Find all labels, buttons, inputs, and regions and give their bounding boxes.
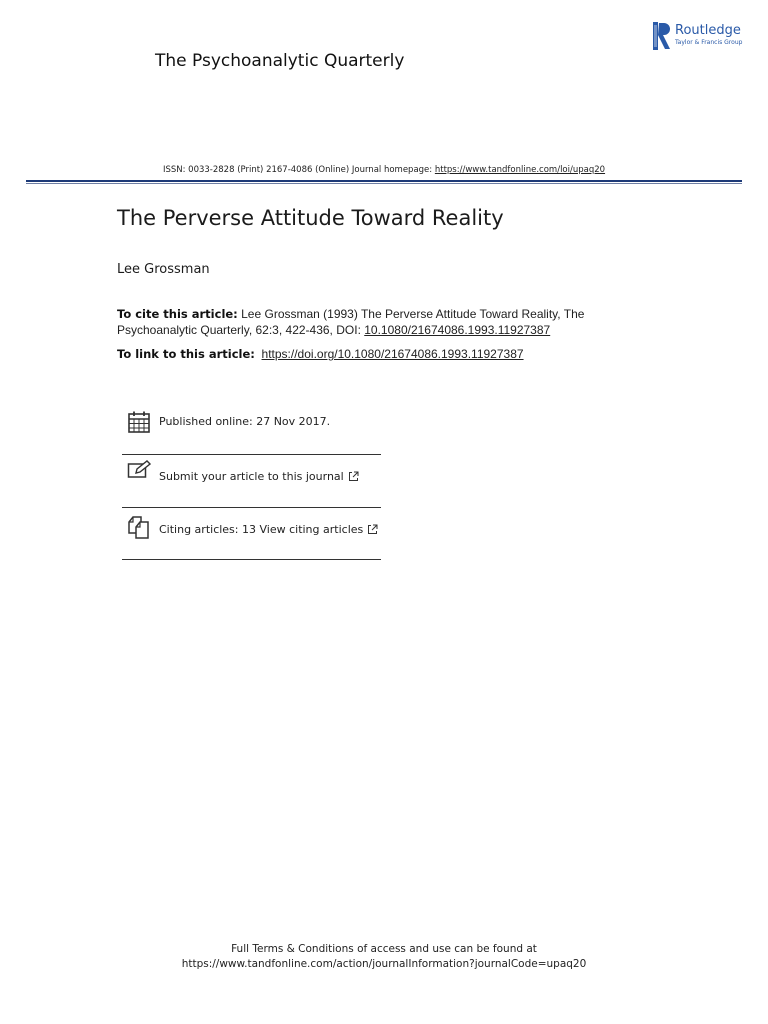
submit-article-link[interactable]: Submit your article to this journal — [159, 470, 344, 483]
footer-terms-url[interactable]: https://www.tandfonline.com/action/journalInformation?journalCode=upaq20 — [181, 958, 587, 970]
published-date: Published online: 27 Nov 2017. — [159, 415, 331, 428]
pencil-icon — [127, 460, 151, 484]
article-title: The Perverse Attitude Toward Reality — [117, 206, 504, 230]
external-link-icon — [367, 524, 378, 535]
divider — [122, 454, 381, 455]
divider — [122, 507, 381, 508]
external-link-icon — [348, 471, 359, 482]
cite-label: To cite this article: — [117, 307, 238, 321]
citation-block — [117, 307, 607, 338]
footer-terms: Full Terms & Conditions of access and use can be found at — [231, 943, 537, 955]
cite-text: Lee Grossman (1993) The Perverse Attitude Toward Reality, The Psychoanalytic Quarterly, 62:3, 422-436, DOI: — [117, 307, 585, 337]
link-block — [117, 347, 607, 363]
divider — [122, 559, 381, 560]
logo-name: Routledge — [675, 23, 741, 38]
logo-subtitle: Taylor & Francis Group — [675, 39, 743, 46]
article-doi-url[interactable]: https://doi.org/10.1080/21674086.1993.11927387 — [261, 347, 524, 361]
journal-homepage-link[interactable]: https://www.tandfonline.com/loi/upaq20 — [434, 165, 606, 175]
publisher-logo[interactable] — [653, 22, 749, 52]
citing-articles-link[interactable]: Citing articles: 13 View citing articles — [159, 523, 364, 536]
routledge-logo-icon — [653, 22, 671, 50]
published-row — [122, 408, 381, 458]
citing-row[interactable] — [122, 513, 381, 563]
calendar-icon — [127, 410, 151, 434]
footer — [0, 942, 768, 972]
submit-row[interactable] — [122, 460, 381, 510]
documents-icon — [127, 515, 151, 539]
header-divider — [26, 180, 742, 182]
header-divider-thin — [26, 183, 742, 184]
article-author: Lee Grossman — [117, 262, 210, 277]
issn-line — [0, 165, 768, 175]
issn-text: ISSN: 0033-2828 (Print) 2167-4086 (Online) Journal homepage: — [162, 165, 435, 175]
link-label: To link to this article: — [117, 347, 255, 361]
doi-link[interactable]: 10.1080/21674086.1993.11927387 — [364, 322, 551, 337]
journal-title: The Psychoanalytic Quarterly — [155, 51, 405, 71]
